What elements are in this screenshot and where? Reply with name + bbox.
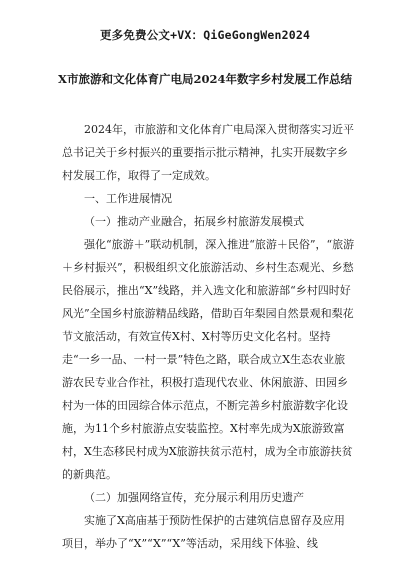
- subsection-body-1: 强化“旅游＋”联动机制，深入推进“旅游＋民俗”，“旅游＋乡村振兴”，积极组织文化旅游活动、乡村生态观光、乡愁民俗展示，推出“X”线路，并入选文化和旅游部“乡村四时好风光”全国乡村旅游精品线路，借助百年梨园自然景观和梨花节文旅活动，有效宣传X村、X村等历史文化名村。坚持走“一乡一品、一村一景”特色之路，联合成立X生态农业旅游农民专业合作社，积极打造现代农业、休闲旅游、田园乡村为一体的田园综合体示范点，不断完善乡村旅游数字化设施，为11个乡村旅游点安装监控。X村率先成为X旅游致富村，X生态移民村成为X旅游扶贫示范村，成为全市旅游扶贫的新典范。: [62, 238, 355, 481]
- section-heading-1: 一、工作进展情况: [84, 192, 172, 205]
- subsection-heading-2: （二）加强网络宣传，充分展示利用历史遗产: [84, 491, 304, 504]
- subsection-heading-1: （一）推动产业融合，拓展乡村旅游发展模式: [84, 215, 304, 228]
- subsection-body-2: 实施了X高庙基于预防性保护的古建筑信息留存及应用项目，举办了“X”“X”“X”等活动，采用线下体验、线: [62, 514, 345, 550]
- intro-paragraph: 2024年，市旅游和文化体育广电局深入贯彻落实习近平总书记关于乡村振兴的重要指示批示精神，扎实开展数字乡村发展工作，取得了一定成效。: [62, 123, 354, 182]
- promo-header: 更多免费公文+VX：QiGeGongWen2024: [99, 28, 311, 42]
- document-title: X市旅游和文化体育广电局2024年数字乡村发展工作总结: [58, 72, 352, 86]
- document-body: [62, 118, 355, 555]
